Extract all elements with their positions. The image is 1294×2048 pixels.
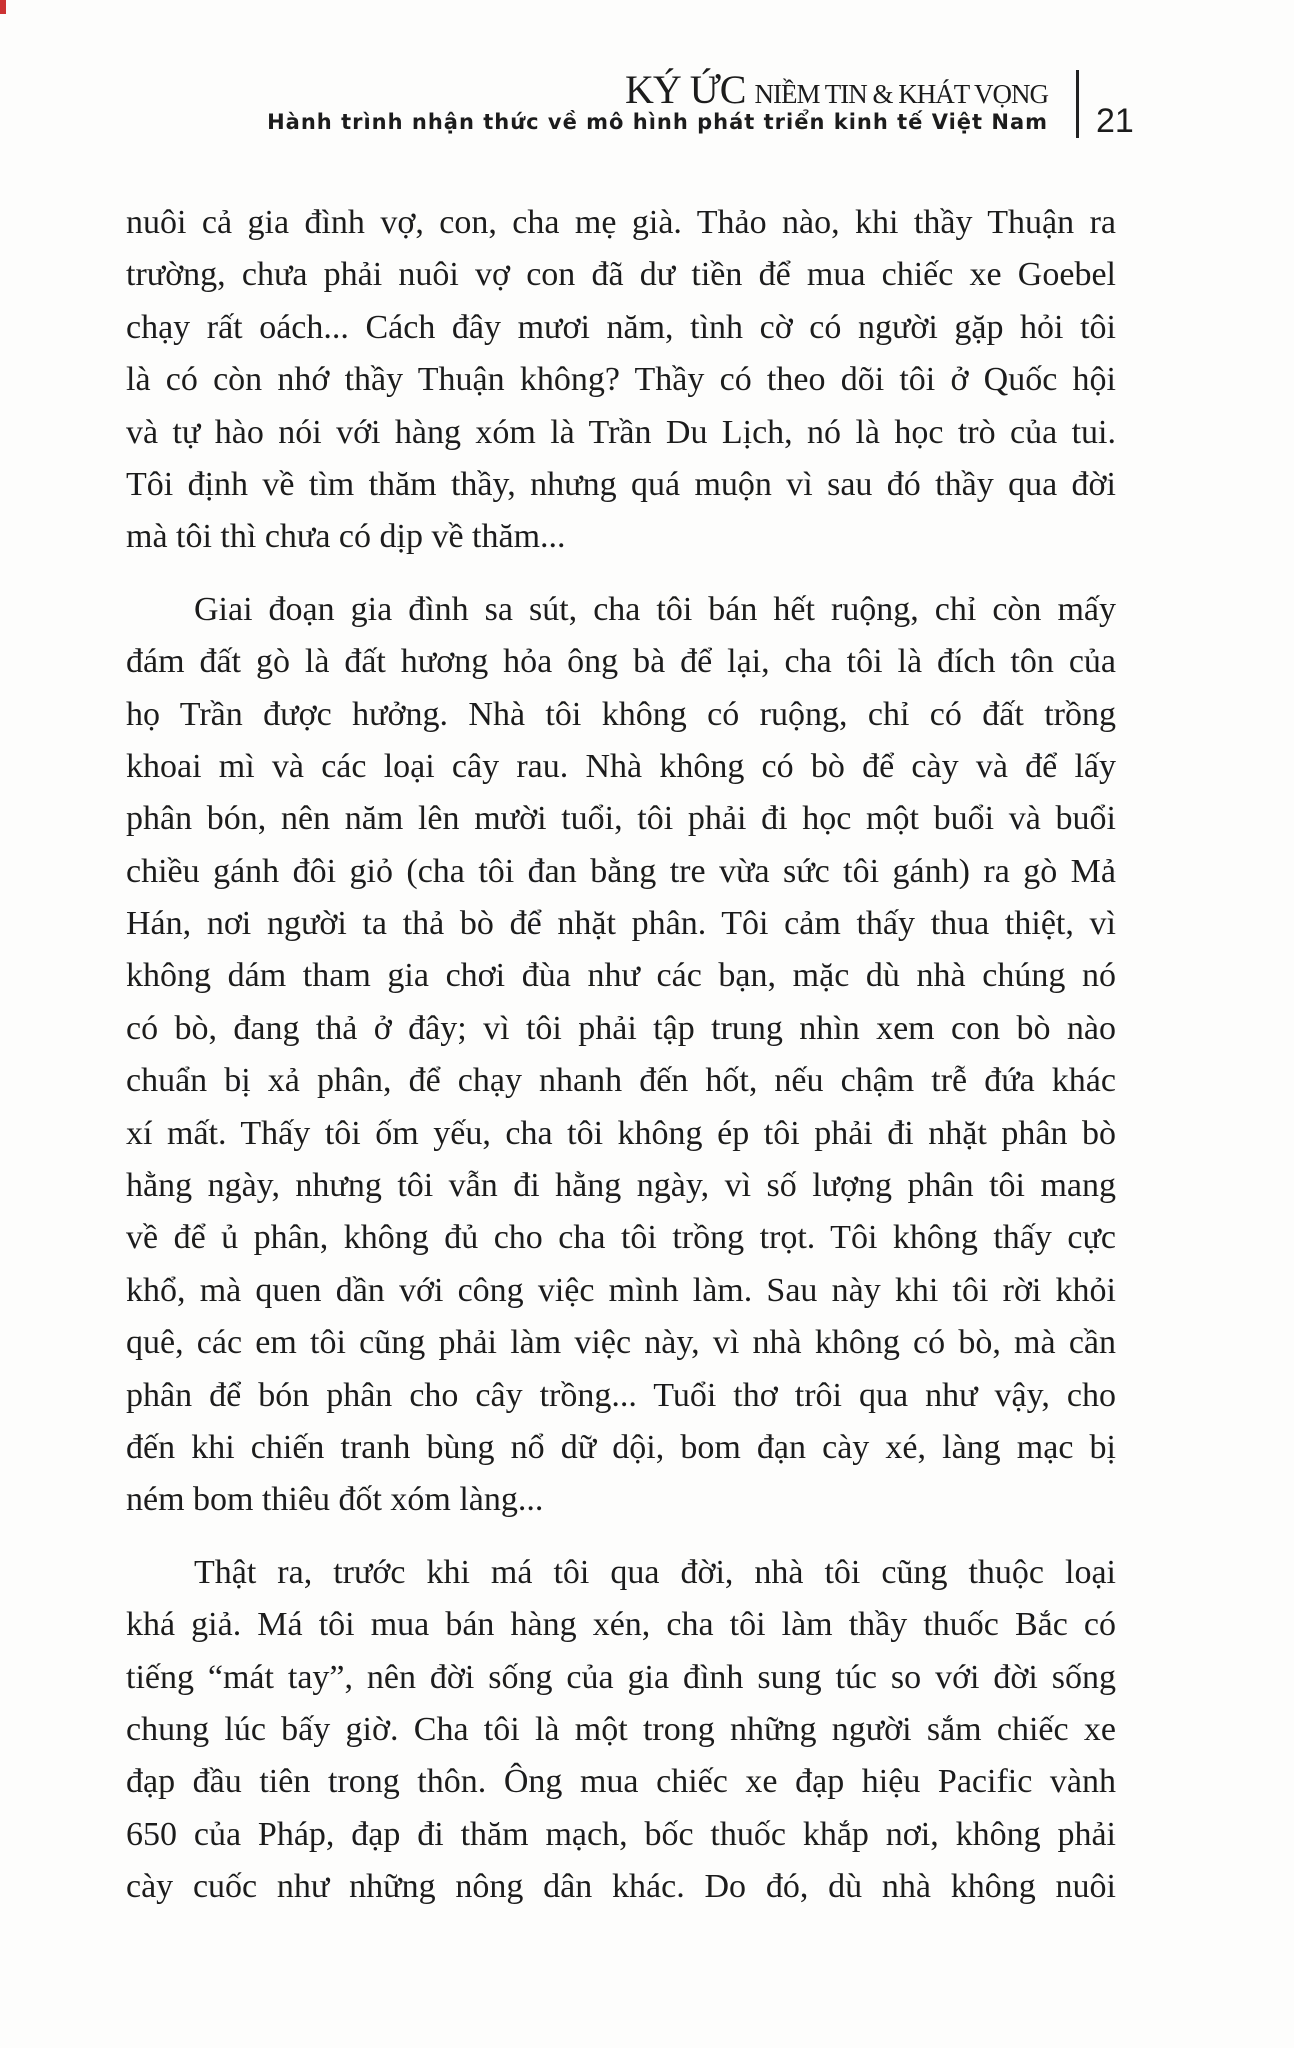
text-line: họ Trần được hưởng. Nhà tôi không có ruộng, chỉ có đất trồng bbox=[126, 695, 1116, 733]
text-line: khổ, mà quen dần với công việc mình làm. Sau này khi tôi rời khỏi bbox=[126, 1271, 1116, 1309]
text-line: phân bón, nên năm lên mười tuổi, tôi phải đi học một buổi và buổi bbox=[126, 800, 1116, 838]
paragraph bbox=[126, 197, 1116, 564]
page-number: 21 bbox=[1096, 102, 1134, 140]
text-line: Tôi định về tìm thăm thầy, nhưng quá muộn vì sau đó thầy qua đời bbox=[126, 465, 1116, 503]
paragraph bbox=[126, 584, 1116, 1527]
text-line: và tự hào nói với hàng xóm là Trần Du Lịch, nó là học trò của tui. bbox=[126, 413, 1116, 451]
text-line: chuẩn bị xả phân, để chạy nhanh đến hốt, nếu chậm trễ đứa khác bbox=[126, 1062, 1116, 1100]
text-line: không dám tham gia chơi đùa như các bạn, mặc dù nhà chúng nó bbox=[126, 957, 1116, 995]
text-line: cày cuốc như những nông dân khác. Do đó, dù nhà không nuôi bbox=[126, 1868, 1116, 1906]
running-header-title bbox=[625, 66, 1048, 113]
text-line: đám đất gò là đất hương hỏa ông bà để lại, cha tôi là đích tôn của bbox=[126, 643, 1116, 681]
text-line: chạy rất oách... Cách đây mươi năm, tình cờ có người gặp hỏi tôi bbox=[126, 308, 1116, 346]
text-line: Thật ra, trước khi má tôi qua đời, nhà tôi cũng thuộc loại bbox=[194, 1553, 1116, 1591]
text-line: xí mất. Thấy tôi ốm yếu, cha tôi không ép tôi phải đi nhặt phân bò bbox=[126, 1114, 1116, 1152]
text-line: hằng ngày, nhưng tôi vẫn đi hằng ngày, vì số lượng phân tôi mang bbox=[126, 1167, 1116, 1205]
text-line: đến khi chiến tranh bùng nổ dữ dội, bom đạn cày xé, làng mạc bị bbox=[126, 1428, 1116, 1466]
header-divider bbox=[1076, 70, 1079, 138]
page-edge-mark bbox=[0, 0, 6, 14]
body-text bbox=[126, 197, 1116, 1934]
running-header-subtitle: Hành trình nhận thức về mô hình phát triển kinh tế Việt Nam bbox=[267, 110, 1048, 134]
text-line: khoai mì và các loại cây rau. Nhà không có bò để cày và để lấy bbox=[126, 747, 1116, 785]
text-line: chung lúc bấy giờ. Cha tôi là một trong những người sắm chiếc xe bbox=[126, 1710, 1116, 1748]
text-line: quê, các em tôi cũng phải làm việc này, vì nhà không có bò, mà cần bbox=[126, 1324, 1116, 1362]
title-rest: NIỀM TIN & KHÁT VỌNG bbox=[754, 79, 1048, 109]
text-line: Giai đoạn gia đình sa sút, cha tôi bán hết ruộng, chỉ còn mấy bbox=[194, 590, 1116, 628]
text-line: Hán, nơi người ta thả bò để nhặt phân. Tôi cảm thấy thua thiệt, vì bbox=[126, 905, 1116, 943]
text-line: tiếng “mát tay”, nên đời sống của gia đình sung túc so với đời sống bbox=[126, 1658, 1116, 1696]
paragraph bbox=[126, 1547, 1116, 1914]
text-line: là có còn nhớ thầy Thuận không? Thầy có theo dõi tôi ở Quốc hội bbox=[126, 361, 1116, 399]
text-line: nuôi cả gia đình vợ, con, cha mẹ già. Thảo nào, khi thầy Thuận ra bbox=[126, 204, 1116, 241]
text-line: ném bom thiêu đốt xóm làng... bbox=[126, 1481, 544, 1519]
text-line: về để ủ phân, không đủ cho cha tôi trồng trọt. Tôi không thấy cực bbox=[126, 1219, 1116, 1257]
text-line: 650 của Pháp, đạp đi thăm mạch, bốc thuốc khắp nơi, không phải bbox=[126, 1815, 1116, 1853]
text-line: đạp đầu tiên trong thôn. Ông mua chiếc xe đạp hiệu Pacific vành bbox=[126, 1763, 1116, 1801]
text-line: có bò, đang thả ở đây; vì tôi phải tập trung nhìn xem con bò nào bbox=[126, 1009, 1116, 1047]
title-main: KÝ ỨC bbox=[625, 67, 746, 112]
text-line: mà tôi thì chưa có dịp về thăm... bbox=[126, 518, 566, 556]
text-line: khá giả. Má tôi mua bán hàng xén, cha tôi làm thầy thuốc Bắc có bbox=[126, 1606, 1116, 1644]
text-line: phân để bón phân cho cây trồng... Tuổi thơ trôi qua như vậy, cho bbox=[126, 1376, 1116, 1414]
text-line: chiều gánh đôi giỏ (cha tôi đan bằng tre vừa sức tôi gánh) ra gò Mả bbox=[126, 852, 1116, 890]
text-line: trường, chưa phải nuôi vợ con đã dư tiền để mua chiếc xe Goebel bbox=[126, 256, 1116, 294]
